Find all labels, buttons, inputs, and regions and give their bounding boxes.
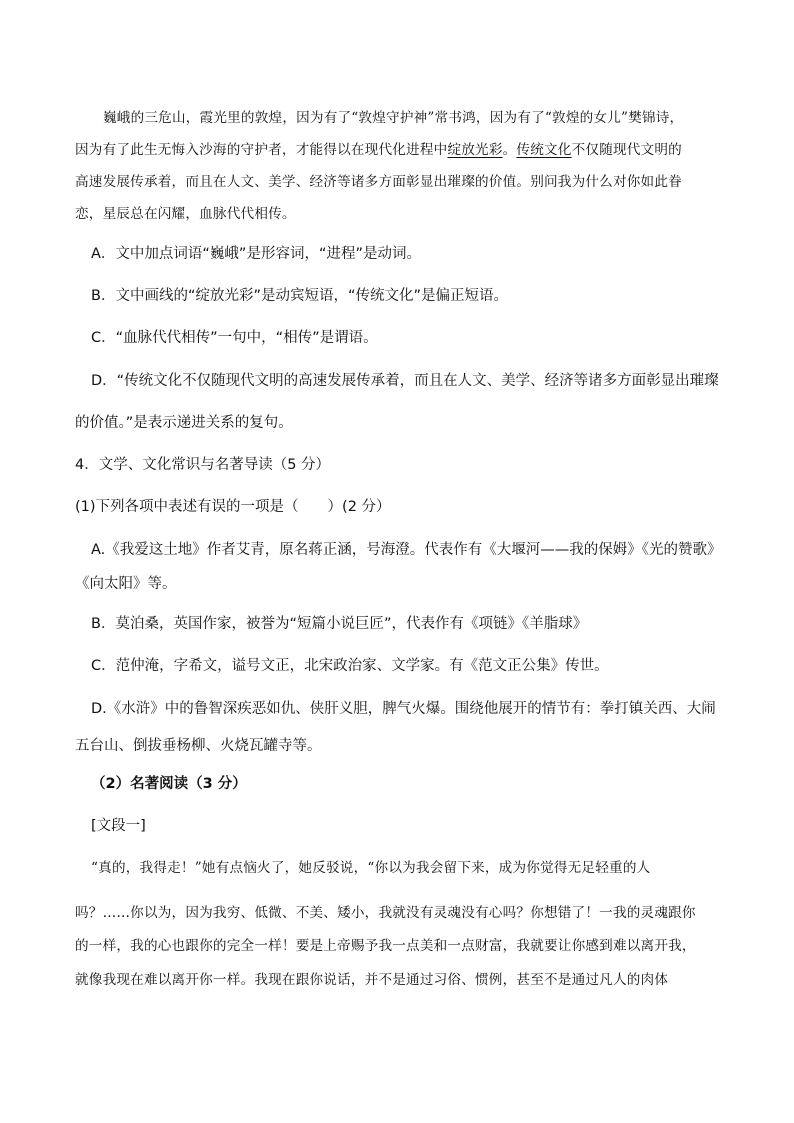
- q4-option-d-cont: 五台山、倒拔垂杨柳、火烧瓦罐寺等。: [75, 738, 322, 754]
- q4-option-d: D.《水浒》中的鲁智深疾恶如仇、侠肝义胆，脾气火爆。围绕他展开的情节有：拳打镇关西、大闹: [91, 701, 716, 717]
- underlined-phrase: 传统文化: [516, 142, 572, 158]
- q3-option-b: B．文中画线的“绽放光彩”是动宾短语，“传统文化”是偏正短语。: [91, 288, 508, 304]
- passage-text: 恋，星辰总在闪耀，血脉代代相传。: [75, 206, 296, 222]
- excerpt-line-1: “真的，我得走！”她有点恼火了，她反驳说，“你以为我会留下来，成为你觉得无足轻重的人: [91, 860, 651, 876]
- excerpt-line-4: 就像我现在难以离开你一样。我现在跟你说话，并不是通过习俗、惯例，甚至不是通过凡人的肉体: [75, 972, 669, 988]
- q3-option-c: C．“血脉代代相传”一句中，“相传”是谓语。: [91, 330, 378, 346]
- passage-text: 高速发展传承着，而且在人文、美学、经济等诸多方面彰显出璀璨的价值。别问我为什么对你如此眷: [75, 174, 682, 190]
- passage-line-3: [75, 172, 682, 192]
- passage-text: 。: [502, 142, 517, 158]
- q3-option-d-cont: 的价值。”是表示递进关系的复句。: [75, 415, 293, 431]
- q4-option-b: B．莫泊桑，英国作家，被誉为“短篇小说巨匠”，代表作有《项链》《羊脂球》: [91, 616, 588, 632]
- q4-option-a: A.《我爱这土地》作者艾青，原名蒋正涵，号海澄。代表作有《大堰河——我的保姆》《光的赞歌》: [91, 542, 722, 558]
- q3-option-d: D．“传统文化不仅随现代文明的高速发展传承着，而且在人文、美学、经济等诸多方面彰显出璀璨: [91, 373, 719, 389]
- excerpt-line-2: 吗？……你以为，因为我穷、低微、不美、矮小，我就没有灵魂没有心吗？你想错了！一我的灵魂跟你: [75, 905, 696, 921]
- q4-title: 4．文学、文化常识与名著导读（5 分）: [75, 457, 331, 473]
- segment-label: [文段一]: [91, 818, 146, 834]
- passage-text: 因为有了此生无悔入沙海的守护者，才能得以在现代化进程中: [75, 142, 448, 158]
- passage-line-4: [75, 204, 296, 224]
- q3-option-a: A．文中加点词语“巍峨”是形容词，“进程”是动词。: [91, 246, 421, 262]
- underlined-phrase: 绽放光彩: [447, 142, 503, 158]
- passage-line-2: [75, 140, 682, 160]
- q4-sub2-title: （2）名著阅读（3 分）: [91, 776, 247, 792]
- excerpt-line-3: 的一样，我的心也跟你的完全一样！要是上帝赐予我一点美和一点财富，我就要让你感到难以离开我，: [75, 938, 696, 954]
- q4-option-c: C．范仲淹，字希文，谥号文正，北宋政治家、文学家。有《范文正公集》传世。: [91, 658, 609, 674]
- passage-text: 不仅随现代文明的: [571, 142, 682, 158]
- q4-sub1-title: (1)下列各项中表述有误的一项是（ ）(2 分）: [75, 499, 391, 515]
- passage-text: 巍峨的三危山，霞光里的敦煌，因为有了“敦煌守护神”常书鸿，因为有了“敦煌的女儿”樊锦诗，: [103, 110, 684, 126]
- passage-line-1: [103, 108, 683, 128]
- q4-option-a-cont: 《向太阳》等。: [75, 576, 177, 592]
